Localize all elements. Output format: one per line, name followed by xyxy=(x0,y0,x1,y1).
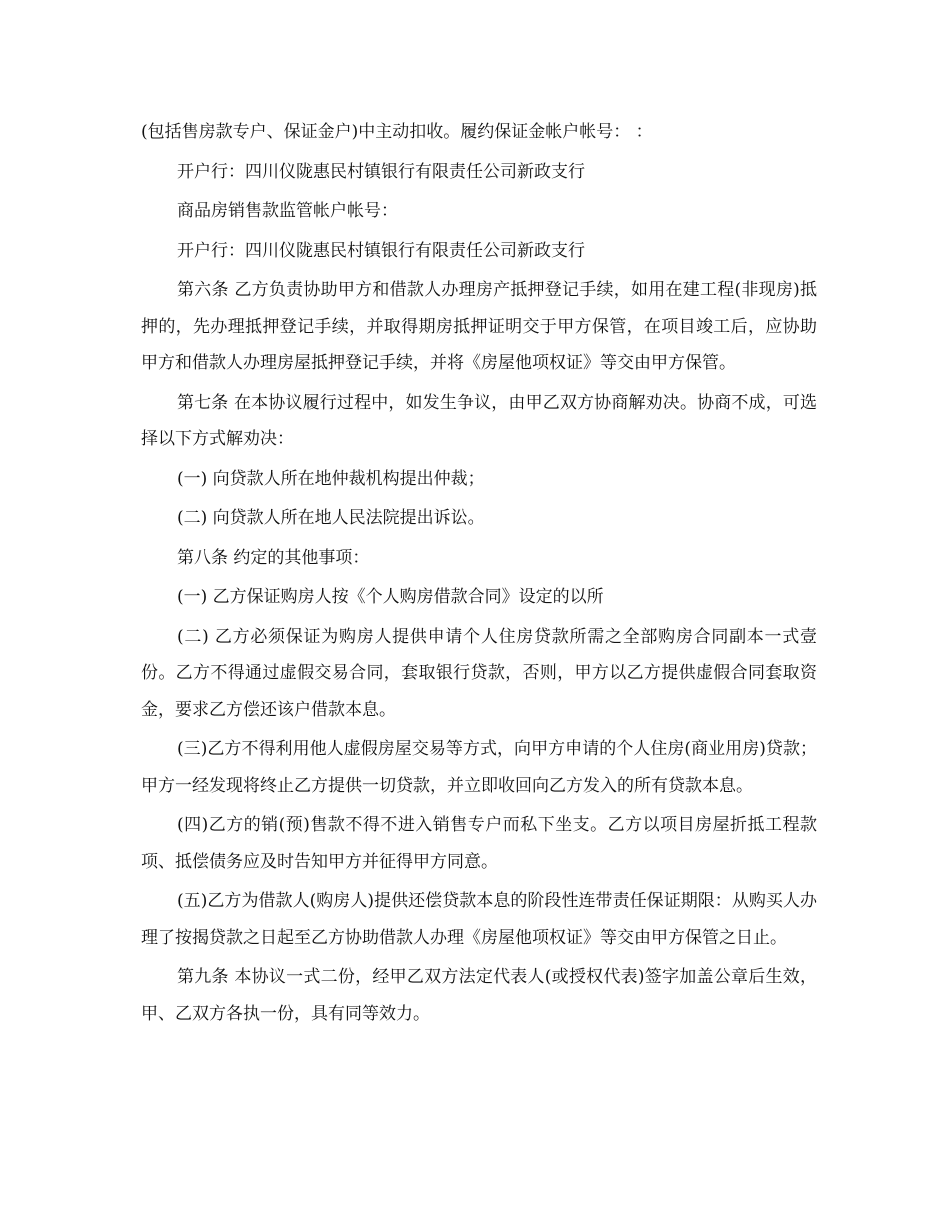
paragraph-article-8: 第八条 约定的其他事项： xyxy=(177,547,370,568)
paragraph-article-7-item-1: (一) 向贷款人所在地仲裁机构提出仲裁； xyxy=(177,468,485,489)
paragraph-article-9: 第九条 本协议一式二份，经甲乙双方法定代表人(或授权代表)签字加盖公章后生效，甲、乙双方各执一份，具有同等效力。 xyxy=(141,967,817,1024)
paragraph-account-deduction: (包括售房款专户、保证金户)中主动扣收。履约保证金帐户帐号： ： xyxy=(141,122,653,142)
paragraph-article-8-item-5: (五)乙方为借款人(购房人)提供还偿贷款本息的阶段性连带责任保证期限：从购买人办理了按揭贷款之日起至乙方协助借款人办理《房屋他项权证》等交由甲方保管之日止。 xyxy=(141,891,817,948)
paragraph-article-8-item-2: (二) 乙方必须保证为购房人提供申请个人住房贷款所需之全部购房合同副本一式壹份。乙方不得通过虚假交易合同，套取银行贷款，否则，甲方以乙方提供虚假合同套取资金，要求乙方偿还该户借款本息。 xyxy=(141,626,817,720)
paragraph-article-8-item-3: (三)乙方不得利用他人虚假房屋交易等方式，向甲方申请的个人住房(商业用房)贷款；甲方一经发现将终止乙方提供一切贷款，并立即收回向乙方发入的所有贷款本息。 xyxy=(141,739,817,796)
paragraph-bank-branch-1: 开户行：四川仪陇惠民村镇银行有限责任公司新政支行 xyxy=(177,161,585,182)
paragraph-article-7-item-2: (二) 向贷款人所在地人民法院提出诉讼。 xyxy=(177,508,485,528)
paragraph-bank-branch-2: 开户行：四川仪陇惠民村镇银行有限责任公司新政支行 xyxy=(177,240,585,261)
paragraph-article-8-item-4: (四)乙方的销(预)售款不得不进入销售专户而私下坐支。乙方以项目房屋折抵工程款项、抵偿债务应及时告知甲方并征得甲方同意。 xyxy=(141,815,817,872)
document-body xyxy=(141,114,817,1035)
paragraph-supervision-account: 商品房销售款监管帐户帐号： xyxy=(177,201,398,221)
paragraph-article-6: 第六条 乙方负责协助甲方和借款人办理房产抵押登记手续，如用在建工程(非现房)抵押的，先办理抵押登记手续，并取得期房抵押证明交于甲方保管，在项目竣工后，应协助甲方和借款人办理房屋抵押登记手续，并将《房屋他项权证》等交由甲方保管。 xyxy=(141,280,817,373)
paragraph-article-7: 第七条 在本协议履行过程中，如发生争议，由甲乙双方协商解劝决。协商不成，可选择以下方式解劝决： xyxy=(141,392,817,449)
paragraph-article-8-item-1: (一) 乙方保证购房人按《个人购房借款合同》设定的以所 xyxy=(177,587,604,607)
